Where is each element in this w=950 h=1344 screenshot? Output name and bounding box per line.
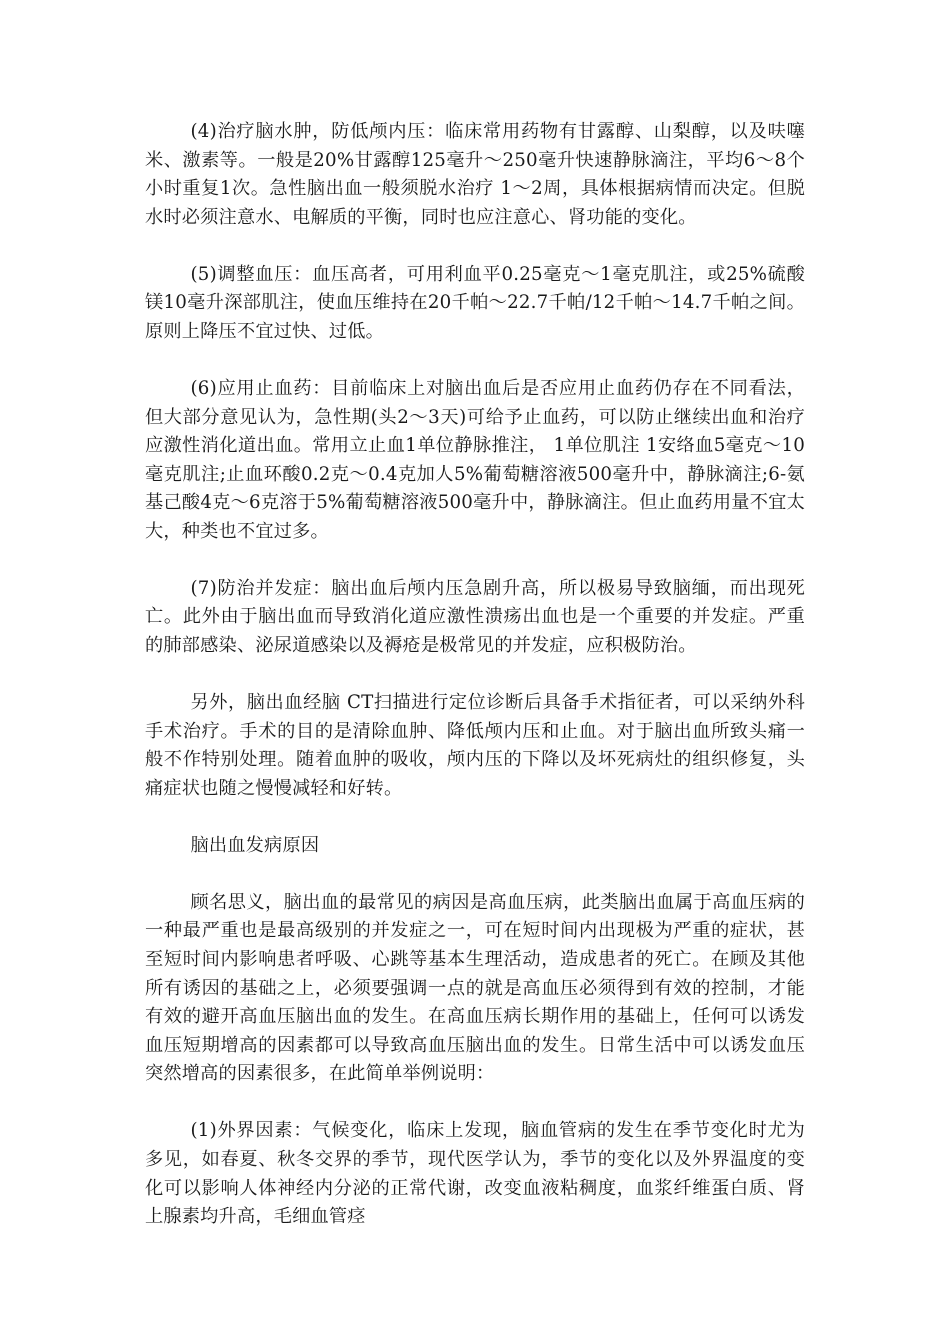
paragraph-adjust-blood-pressure: (5)调整血压：血压高者，可用利血平0.25毫克～1毫克肌注，或25%硫酸镁10毫升深部肌注，使血压维持在20千帕～22.7千帕/12千帕～14.7千帕之间。原则上降压不宜过快、过低。 bbox=[145, 263, 805, 342]
paragraph-treat-edema: (4)治疗脑水肿，防低颅内压：临床常用药物有甘露醇、山梨醇，以及呋噻米、激素等。一般是20%甘露醇125毫升～250毫升快速静脉滴注，平均6～8个小时重复1次。急性脑出血一般须脱水治疗 1～2周，具体根据病情而决定。但脱水时必须注意水、电解质的平衡，同时也应注意心、肾功能的变化。 bbox=[145, 121, 805, 228]
paragraph-surgery: 另外，脑出血经脑 CT扫描进行定位诊断后具备手术指征者，可以采纳外科手术治疗。手术的目的是清除血肿、降低颅内压和止血。对于脑出血所致头痛一般不作特别处理。随着血肿的吸收，颅内压的下降以及坏死病灶的组织修复，头痛症状也随之慢慢减轻和好转。 bbox=[145, 692, 805, 799]
document-page bbox=[145, 118, 805, 1260]
paragraph-prevent-complications: (7)防治并发症：脑出血后颅内压急剧升高，所以极易导致脑缅，而出现死亡。此外由于脑出血而导致消化道应激性溃疡出血也是一个重要的并发症。严重的肺部感染、泌尿道感染以及褥疮是极常见的并发症，应积极防治。 bbox=[145, 577, 805, 657]
paragraph-hemostatic-drugs: (6)应用止血药：目前临床上对脑出血后是否应用止血药仍存在不同看法，但大部分意见认为，急性期(头2～3天)可给予止血药，可以防止继续出血和治疗应激性消化道出血。常用立止血1单位静脉推注， 1单位肌注 1安络血5毫克～10毫克肌注;止血环酸0.2克～0.4克加人5%葡萄糖溶液500毫升中，静脉滴注;6-氨基己酸4克～6克溶于5%葡萄糖溶液500毫升中，静脉滴注。但止血药用量不宜太大，种类也不宜过多。 bbox=[145, 377, 805, 542]
paragraph-causes-intro: 顾名思义，脑出血的最常见的病因是高血压病，此类脑出血属于高血压病的一种最严重也是最高级别的并发症之一，可在短时间内出现极为严重的症状，甚至短时间内影响患者呼吸、心跳等基本生理活动，造成患者的死亡。在顾及其他所有诱因的基础之上，必须要强调一点的就是高血压必须得到有效的控制，才能有效的避开高血压脑出血的发生。在高血压病长期作用的基础上，任何可以诱发血压短期增高的因素都可以导致高血压脑出血的发生。日常生活中可以诱发血压突然增高的因素很多，在此简单举例说明： bbox=[145, 891, 805, 1085]
section-heading: 脑出血发病原因 bbox=[190, 834, 320, 856]
paragraph-external-factors: (1)外界因素：气候变化，临床上发现，脑血管病的发生在季节变化时尤为多见，如春夏、秋冬交界的季节，现代医学认为，季节的变化以及外界温度的变化可以影响人体神经内分泌的正常代谢，改变血液粘稠度，血浆纤维蛋白质、肾上腺素均升高，毛细血管痉 bbox=[145, 1120, 805, 1228]
